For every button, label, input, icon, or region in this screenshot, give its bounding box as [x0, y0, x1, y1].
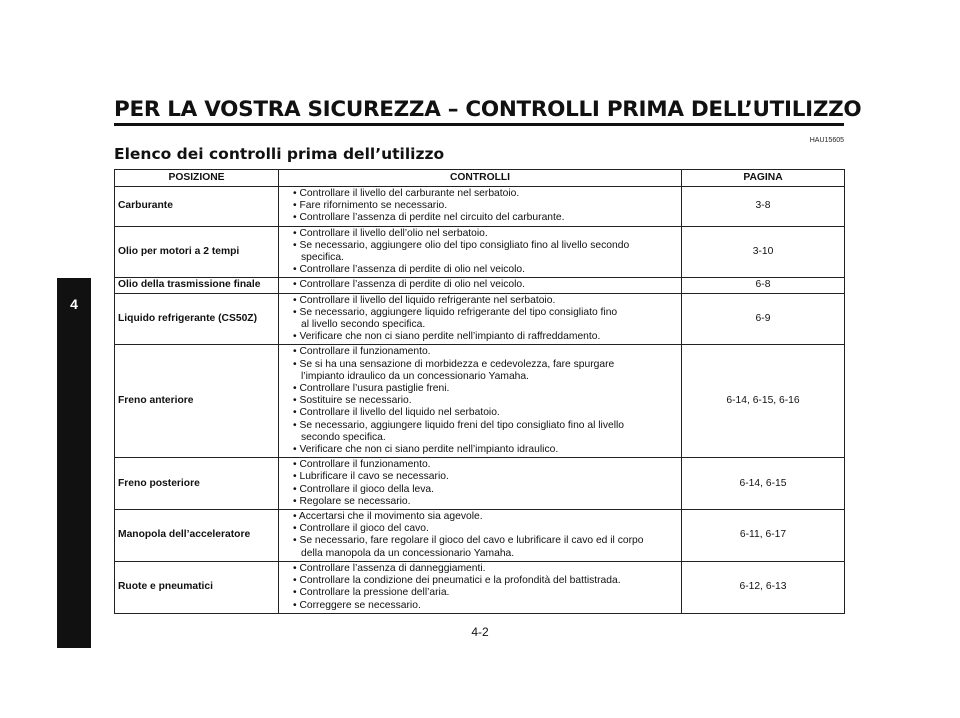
check-item: • Controllare l’usura pastiglie freni. — [293, 383, 450, 395]
check-item: • Se necessario, aggiungere liquido freni del tipo consigliato fino al livello secondo specifica. — [293, 419, 625, 443]
check-item: • Controllare il gioco della leva. — [293, 483, 434, 495]
check-item: • Controllare l’assenza di perdite nel circuito del carburante. — [293, 212, 565, 224]
row-page: 6-8 — [682, 278, 845, 293]
title-rule — [114, 123, 844, 126]
row-checks — [279, 561, 682, 613]
column-header-page: PAGINA — [682, 170, 845, 187]
table-row — [115, 345, 845, 458]
table-row — [115, 510, 845, 562]
row-position: Freno posteriore — [115, 458, 279, 510]
check-item: • Controllare il livello del liquido nel serbatoio. — [293, 407, 500, 419]
row-position: Olio per motori a 2 tempi — [115, 226, 279, 278]
table-row — [115, 187, 845, 227]
row-checks — [279, 226, 682, 278]
check-item: • Controllare il funzionamento. — [293, 346, 431, 358]
row-checks — [279, 187, 682, 227]
row-page: 6-11, 6-17 — [682, 510, 845, 562]
checklist-table — [114, 169, 845, 614]
row-checks — [279, 458, 682, 510]
row-checks — [279, 278, 682, 293]
check-item: • Controllare il livello del carburante nel serbatoio. — [293, 188, 520, 199]
row-checks — [279, 345, 682, 458]
table-row — [115, 458, 845, 510]
check-item: • Correggere se necessario. — [293, 599, 421, 611]
table-row — [115, 226, 845, 278]
section-title: Elenco dei controlli prima dell’utilizzo — [114, 145, 445, 163]
check-item: • Controllare l’assenza di perdite di olio nel veicolo. — [293, 279, 525, 291]
check-item: • Se necessario, aggiungere olio del tipo consigliato fino al livello secondo specifica. — [293, 239, 630, 264]
check-item: • Accertarsi che il movimento sia agevole. — [293, 511, 483, 523]
row-position: Manopola dell’acceleratore — [115, 510, 279, 562]
check-item: • Controllare il gioco del cavo. — [293, 523, 429, 535]
check-item: • Se si ha una sensazione di morbidezza e cedevolezza, fare spurgare l’impianto idraulico da un concessionario Yamaha. — [293, 358, 615, 382]
page-number: 4-2 — [471, 625, 489, 639]
row-position: Freno anteriore — [115, 345, 279, 458]
check-item: • Controllare il livello dell’olio nel serbatoio. — [293, 227, 488, 239]
row-page: 3-8 — [682, 187, 845, 227]
row-position: Olio della trasmissione finale — [115, 278, 279, 293]
check-item: • Regolare se necessario. — [293, 495, 411, 507]
row-checks — [279, 510, 682, 562]
row-position: Liquido refrigerante (CS50Z) — [115, 293, 279, 345]
table-body — [115, 187, 845, 614]
check-item: • Controllare la condizione dei pneumatici e la profondità del battistrada. — [293, 575, 621, 587]
chapter-tab-number: 4 — [70, 296, 78, 312]
check-item: • Lubrificare il cavo se necessario. — [293, 471, 449, 483]
check-item: • Controllare l’assenza di perdite di olio nel veicolo. — [293, 264, 525, 276]
check-item: • Se necessario, fare regolare il gioco del cavo e lubrificare il cavo ed il corpo della manopola da un concessionario Yamaha. — [293, 535, 644, 559]
table-row — [115, 293, 845, 345]
row-page: 6-14, 6-15 — [682, 458, 845, 510]
check-item: • Controllare il livello del liquido refrigerante nel serbatoio. — [293, 294, 556, 306]
table-header-row — [115, 170, 845, 187]
row-position: Carburante — [115, 187, 279, 227]
table-row — [115, 561, 845, 613]
row-position: Ruote e pneumatici — [115, 561, 279, 613]
row-page: 6-9 — [682, 293, 845, 345]
document-code: HAU15605 — [809, 137, 844, 144]
chapter-tab — [57, 278, 91, 648]
check-item: • Verificare che non ci siano perdite nell’impianto di raffreddamento. — [293, 331, 601, 343]
check-item: • Verificare che non ci siano perdite nell’impianto idraulico. — [293, 444, 559, 456]
row-checks — [279, 293, 682, 345]
check-item: • Se necessario, aggiungere liquido refrigerante del tipo consigliato fino al livello secondo specifica. — [293, 306, 618, 331]
row-page: 3-10 — [682, 226, 845, 278]
check-item: • Fare rifornimento se necessario. — [293, 200, 448, 212]
row-page: 6-14, 6-15, 6-16 — [682, 345, 845, 458]
column-header-position: POSIZIONE — [115, 170, 279, 187]
table-row — [115, 278, 845, 293]
check-item: • Controllare l’assenza di danneggiamenti. — [293, 562, 486, 574]
check-item: • Controllare il funzionamento. — [293, 459, 431, 471]
page-title: PER LA VOSTRA SICUREZZA – CONTROLLI PRIMA DELL’UTILIZZO — [114, 97, 862, 122]
row-page: 6-12, 6-13 — [682, 561, 845, 613]
check-item: • Controllare la pressione dell’aria. — [293, 587, 450, 599]
check-item: • Sostituire se necessario. — [293, 395, 412, 407]
column-header-checks: CONTROLLI — [279, 170, 682, 187]
